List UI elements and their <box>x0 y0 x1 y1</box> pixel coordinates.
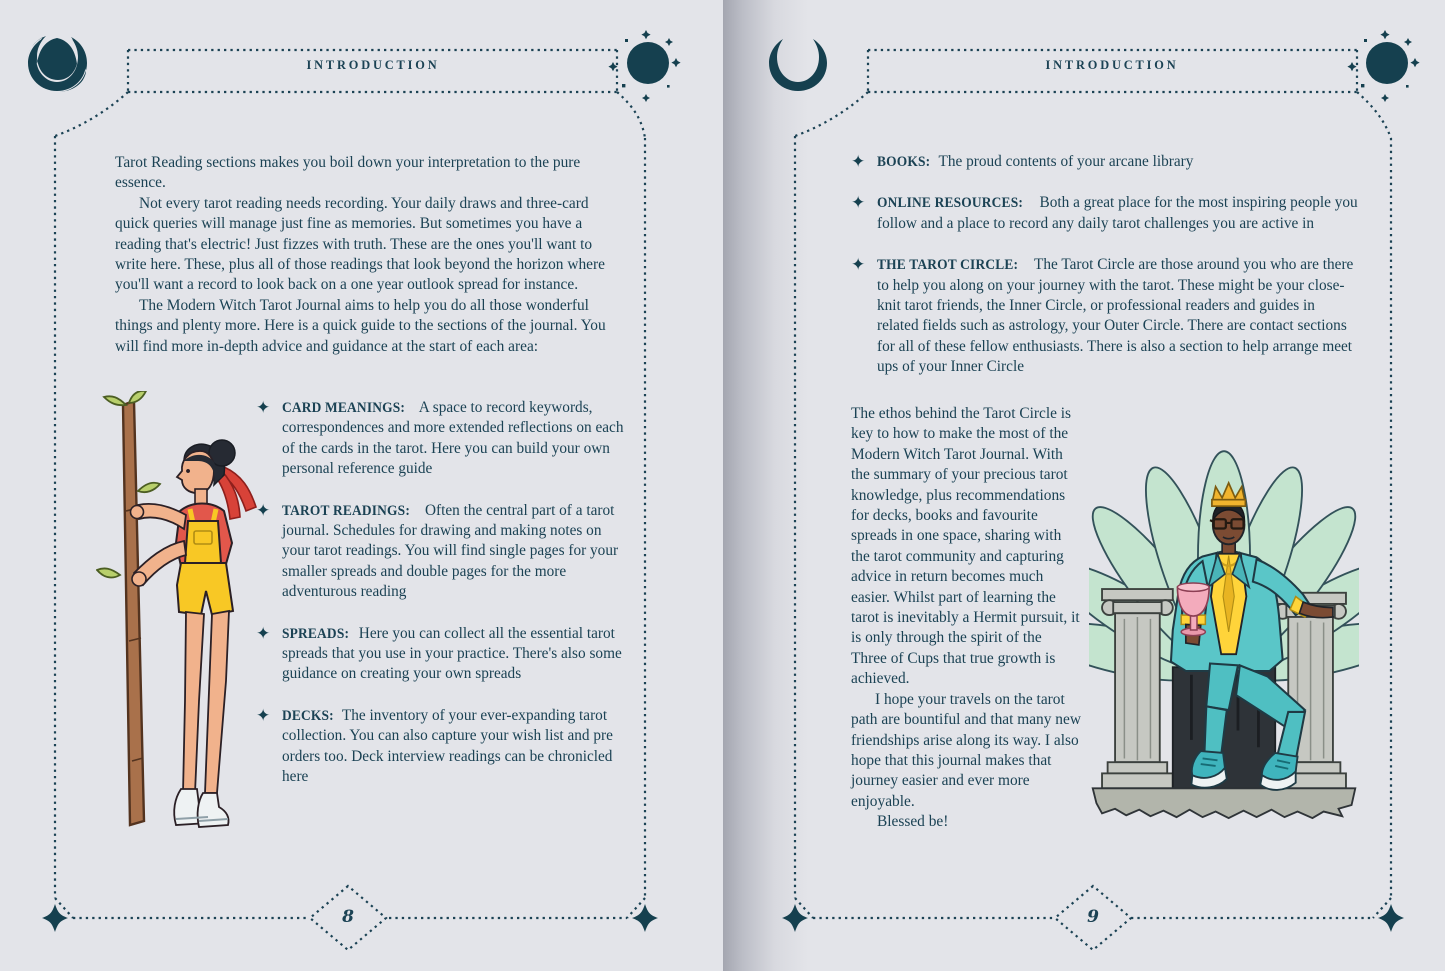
bullet-title: CARD MEANINGS: <box>282 400 406 416</box>
diamond-bullet-icon: ✦ <box>256 705 271 726</box>
section-header: INTRODUCTION <box>306 57 440 72</box>
list-item <box>851 152 1359 172</box>
bullet-title: DECKS: <box>282 707 334 724</box>
section-header: INTRODUCTION <box>1045 57 1179 72</box>
bullet-text: Here you can collect all the essential tarot spreads that you use in your practice. There's also some guidance on creating your own spreads <box>282 624 622 683</box>
bullet-title: TAROT READINGS: <box>282 502 410 519</box>
page-of-wands-illustration <box>96 391 283 839</box>
section-guide-list <box>256 398 624 809</box>
page-number: 8 <box>342 907 354 927</box>
paragraph: The Modern Witch Tarot Journal aims to help you do all those wonderful things and plenty more. Here is a quick guide to the sections of the journal. You will find more in-depth advice and guidance at the start of each area: <box>115 296 606 355</box>
list-item <box>256 398 624 480</box>
bullet-title: BOOKS: <box>877 154 931 170</box>
paragraph: Blessed be! <box>877 813 949 831</box>
bullet-text: The inventory of your ever-expanding tarot collection. You can also capture your wish list and pre orders too. Deck interview readings can be chronicled here <box>282 706 613 786</box>
page-number: 9 <box>1087 907 1099 927</box>
bullet-text: The Tarot Circle are those around you who are there to help you along on your journey with the tarot. These might be your close-knit tarot friends, the Inner Circle, or professional readers and guides in related fields such as astrology, your Outer Circle. There are contact sections for all of these fellow enthusiasts. There is also a section to help arrange meet ups of your Inner Circle <box>877 256 1354 376</box>
intro-paragraphs <box>115 153 617 357</box>
bullet-title: SPREADS: <box>282 625 350 642</box>
diamond-bullet-icon: ✦ <box>851 255 866 276</box>
page-right <box>723 0 1445 971</box>
diamond-bullet-icon: ✦ <box>851 152 866 172</box>
list-item <box>851 255 1359 377</box>
diamond-bullet-icon: ✦ <box>256 398 271 418</box>
list-item <box>256 624 624 685</box>
list-item <box>851 193 1359 234</box>
list-item <box>256 706 624 788</box>
bullet-text: Often the central part of a tarot journal. Schedules for drawing and making notes on your tarot readings. You will find single pages for your smaller spreads and double pages for the more adventurous reading <box>282 501 619 601</box>
closing-paragraphs <box>851 404 1359 842</box>
bullet-text: A space to record keywords, correspondences and more extended reflections on each of the cards in the tarot. Here you can build your own personal reference guide <box>282 399 624 478</box>
list-item <box>256 501 624 603</box>
section-guide-list <box>851 152 1359 399</box>
bullet-title: THE TAROT CIRCLE: <box>877 257 1019 274</box>
king-of-cups-illustration <box>1089 418 1359 842</box>
bullet-text: The proud contents of your arcane library <box>938 153 1194 170</box>
bullet-title: ONLINE RESOURCES: <box>877 195 1024 212</box>
bullet-text: Both a great place for the most inspiring people you follow and a place to record any daily tarot challenges you are active in <box>877 194 1358 232</box>
paragraph: I hope your travels on the tarot path are bountiful and that many new friendships arise along its way. I also hope that this journal makes that journey easier and ever more enjoyable. <box>851 690 1081 810</box>
paragraph: Tarot Reading sections makes you boil down your interpretation to the pure essence. <box>115 154 581 192</box>
diamond-bullet-icon: ✦ <box>256 623 271 644</box>
diamond-bullet-icon: ✦ <box>851 193 866 214</box>
paragraph: Not every tarot reading needs recording. Your daily draws and three-card quick queries will manage just fine as memories. But sometimes you have a reading that's electric! Just fizzes with truth. These are the ones you'll want to write here. These, plus all of those readings that look beyond the horizon where you'll want a record to look back on a one year outlook spread for instance. <box>115 194 605 294</box>
paragraph: The ethos behind the Tarot Circle is key to how to make the most of the Modern Witch Tarot Journal. With the summary of your precious tarot knowledge, plus recommendations for decks, books and favourite spreads in one space, sharing with the tarot community and capturing advice in return becomes much easier. Whilst part of learning the tarot is inevitably a Hermit pursuit, it is only through the spirit of the Three of Cups that true growth is achieved. <box>851 405 1080 688</box>
diamond-bullet-icon: ✦ <box>256 500 271 521</box>
